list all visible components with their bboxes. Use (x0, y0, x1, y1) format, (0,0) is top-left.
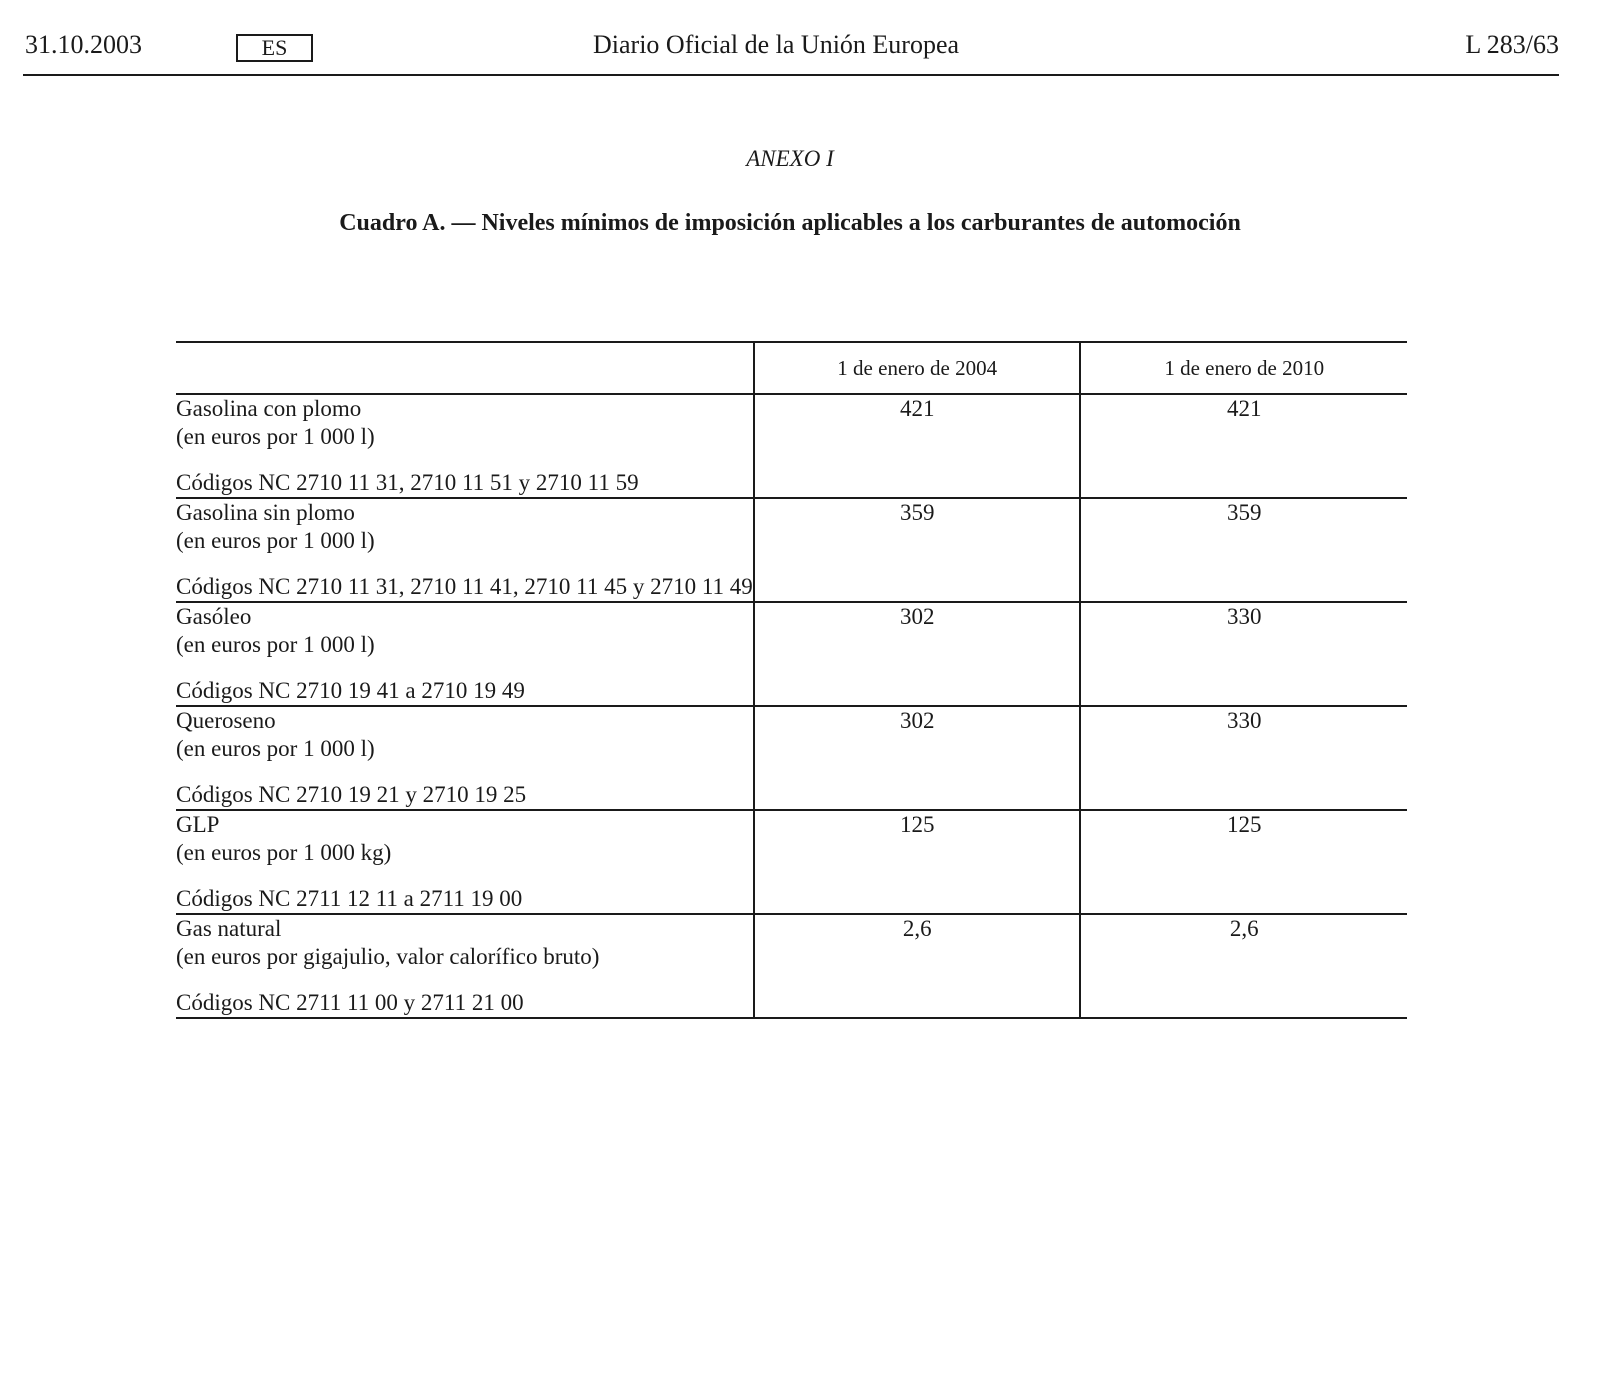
value-2010: 125 (1080, 810, 1407, 914)
fuel-unit: (en euros por 1 000 l) (176, 632, 375, 657)
nc-codes: Códigos NC 2710 11 31, 2710 11 51 y 2710 11 59 (176, 470, 639, 495)
table-row (176, 498, 1407, 602)
journal-title: Diario Oficial de la Unión Europea (593, 30, 960, 59)
product-cell (176, 914, 754, 1018)
fuel-unit: (en euros por 1 000 l) (176, 736, 375, 761)
product-cell (176, 394, 754, 498)
value-2004: 302 (754, 602, 1081, 706)
page-number: L 283/63 (1465, 30, 1559, 59)
publication-date: 31.10.2003 (25, 30, 142, 59)
value-2010: 330 (1080, 706, 1407, 810)
product-cell (176, 706, 754, 810)
tax-levels-table (176, 341, 1407, 1019)
page-header (23, 28, 1559, 76)
fuel-unit: (en euros por 1 000 l) (176, 528, 375, 553)
table-row (176, 706, 1407, 810)
nc-codes: Códigos NC 2711 12 11 a 2711 19 00 (176, 886, 523, 911)
fuel-unit: (en euros por 1 000 l) (176, 424, 375, 449)
value-2004: 421 (754, 394, 1081, 498)
table-title: Cuadro A. — Niveles mínimos de imposición aplicables a los carburantes de automoción (339, 210, 1241, 236)
nc-codes: Códigos NC 2710 11 31, 2710 11 41, 2710 11 45 y 2710 11 49 (176, 574, 753, 599)
nc-codes: Códigos NC 2711 11 00 y 2711 21 00 (176, 990, 524, 1015)
value-2004: 125 (754, 810, 1081, 914)
value-2010: 2,6 (1080, 914, 1407, 1018)
fuel-name: Gasolina con plomo (176, 396, 362, 421)
value-2004: 2,6 (754, 914, 1081, 1018)
table-row (176, 602, 1407, 706)
column-header-2004: 1 de enero de 2004 (754, 342, 1081, 394)
value-2010: 330 (1080, 602, 1407, 706)
column-header-product (176, 342, 754, 394)
table-header-row (176, 342, 1407, 394)
table-row (176, 914, 1407, 1018)
fuel-name: Gasóleo (176, 604, 252, 629)
fuel-unit: (en euros por 1 000 kg) (176, 840, 392, 865)
annex-heading: ANEXO I (746, 146, 834, 171)
value-2010: 421 (1080, 394, 1407, 498)
value-2004: 302 (754, 706, 1081, 810)
fuel-name: GLP (176, 812, 220, 837)
product-cell (176, 810, 754, 914)
column-header-2010: 1 de enero de 2010 (1080, 342, 1407, 394)
value-2010: 359 (1080, 498, 1407, 602)
nc-codes: Códigos NC 2710 19 41 a 2710 19 49 (176, 678, 525, 703)
table-row (176, 810, 1407, 914)
fuel-name: Gas natural (176, 916, 282, 941)
fuel-unit: (en euros por gigajulio, valor calorífico bruto) (176, 944, 600, 969)
table-row (176, 394, 1407, 498)
fuel-name: Queroseno (176, 708, 276, 733)
fuel-name: Gasolina sin plomo (176, 500, 355, 525)
value-2004: 359 (754, 498, 1081, 602)
nc-codes: Códigos NC 2710 19 21 y 2710 19 25 (176, 782, 527, 807)
language-badge: ES (236, 34, 313, 62)
product-cell (176, 498, 754, 602)
product-cell (176, 602, 754, 706)
